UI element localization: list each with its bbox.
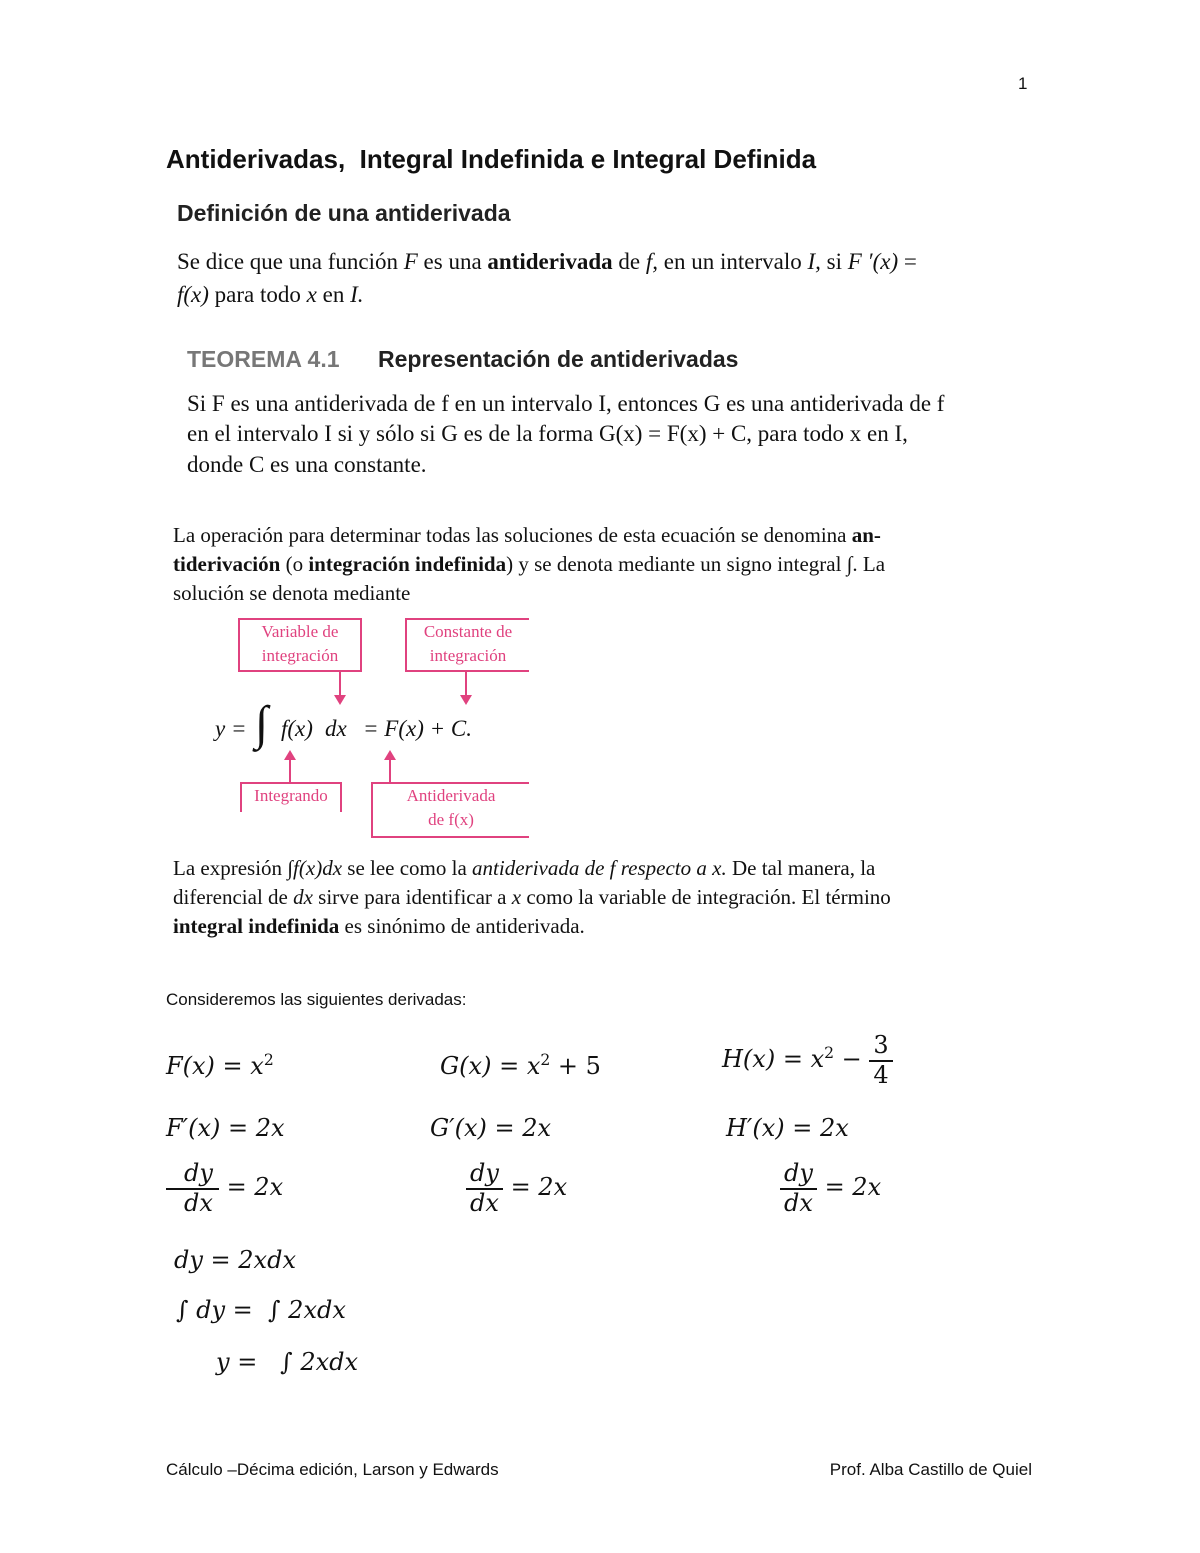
fn-lhs: F(x) = [166, 1052, 251, 1080]
box-text: Constante de [423, 622, 513, 641]
box-text: integración [261, 646, 339, 665]
step-y: y = ∫ 2xdx [216, 1348, 359, 1376]
integral-sign: ∫ [255, 697, 269, 750]
fn-lhs: H(x) = [722, 1045, 811, 1074]
dydx-F [166, 1160, 283, 1217]
box-variable-integracion [238, 618, 362, 672]
frac-num: dy [466, 1160, 503, 1190]
def-text: = [898, 249, 917, 274]
box-constante-integracion [405, 618, 529, 672]
theorem-line-1: Si F es una antiderivada de f en un intervalo I, entonces G es una antiderivada de f [187, 391, 945, 416]
fn-x: x [810, 1045, 825, 1074]
expr-text: se lee como la [342, 856, 473, 880]
expression-paragraph [173, 854, 1023, 941]
consider-text: Consideremos las siguientes derivadas: [166, 990, 467, 1009]
fn-x: x [250, 1052, 264, 1080]
def-Fprime: F ′(x) [847, 249, 899, 274]
theorem-heading: Representación de antiderivadas [378, 346, 739, 372]
box-text: Integrando [254, 786, 328, 805]
op-text: La operación para determinar todas las soluciones de esta ecuación se denomina [173, 523, 852, 547]
box-integrando [240, 782, 342, 812]
derivative-H: H′(x) = 2x [726, 1114, 849, 1142]
def-I: I, [807, 249, 821, 274]
theorem-label: TEOREMA 4.1 [187, 346, 340, 372]
eq-y: y = [215, 716, 247, 741]
op-bold: tiderivación [173, 552, 281, 576]
frac-den: 4 [873, 1060, 889, 1089]
box-text: Variable de [261, 622, 339, 641]
dydx-fraction [780, 1160, 817, 1217]
page-title: Antiderivadas, Integral Indefinida e Integral Definida [166, 144, 817, 174]
fn-lhs: G(x) = [440, 1052, 527, 1080]
derivative-G: G′(x) = 2x [430, 1114, 552, 1142]
arrow-constante [465, 670, 467, 703]
frac-num: dy [780, 1160, 817, 1190]
eq-rest: = F(x) + C. [363, 716, 472, 741]
op-text: solución se denota mediante [173, 581, 411, 605]
arrow-integrando [289, 752, 291, 782]
def-text: si [820, 249, 848, 274]
expr-bold: integral indefinida [173, 914, 340, 938]
box-antiderivada [371, 782, 529, 838]
dydx-fraction [466, 1160, 503, 1217]
page-number: 1 [1018, 74, 1028, 93]
expr-integral: ∫f(x)dx [287, 856, 343, 880]
def-antiderivada: antiderivada [487, 249, 613, 274]
frac-den: dx [184, 1188, 213, 1217]
dydx-G [466, 1160, 567, 1217]
eq-dx: dx [325, 716, 347, 741]
op-text: (o [280, 552, 309, 576]
box-text: Antiderivada [406, 786, 496, 805]
function-H [722, 1032, 893, 1089]
def-fx: f(x) [177, 282, 209, 307]
expr-text: De tal manera, la [726, 856, 876, 880]
fn-exp: 2 [263, 1051, 274, 1069]
def-text: Se dice que una función [177, 249, 404, 274]
expr-x: x [511, 885, 522, 909]
expr-text: La expresión [173, 856, 288, 880]
expr-text: como la variable de integración. El término [521, 885, 891, 909]
op-bold: integración indefinida [308, 552, 507, 576]
op-text: ) y se denota mediante un signo integral ∫. La [506, 552, 886, 576]
frac-num: dy [166, 1160, 219, 1190]
def-text: en un intervalo [658, 249, 808, 274]
def-F: F [403, 249, 418, 274]
frac-den: dx [784, 1188, 813, 1217]
def-text: en [316, 282, 351, 307]
fn-exp: 2 [540, 1051, 551, 1069]
theorem-line-2: en el intervalo I si y sólo si G es de la forma G(x) = F(x) + C, para todo x en I, [187, 421, 908, 446]
box-text: de f(x) [428, 810, 474, 829]
function-G [440, 1052, 601, 1080]
def-I: I. [350, 282, 364, 307]
step-integral: ∫ dy = ∫ 2xdx [176, 1296, 346, 1324]
expr-text: sirve para identificar a [312, 885, 512, 909]
operation-paragraph [173, 521, 1013, 608]
def-x: x [306, 282, 317, 307]
dydx-rhs: = 2x [824, 1173, 882, 1202]
expr-text: es sinónimo de antiderivada. [339, 914, 585, 938]
box-text: integración [429, 646, 507, 665]
arrow-variable [339, 670, 341, 703]
frac-den: dx [470, 1188, 499, 1217]
derivative-F: F′(x) = 2x [166, 1114, 285, 1142]
def-text: de [612, 249, 646, 274]
frac-num: 3 [869, 1032, 892, 1062]
theorem-line-3: donde C es una constante. [187, 452, 427, 477]
def-f: f, [645, 249, 659, 274]
eq-fx: f(x) [281, 716, 313, 741]
dydx-fraction [166, 1160, 219, 1217]
fn-exp: 2 [824, 1044, 835, 1063]
definition-text [177, 245, 1037, 311]
diagram-equation [215, 697, 535, 760]
expr-italic: antiderivada de f respecto a x. [472, 856, 727, 880]
dydx-H [780, 1160, 881, 1217]
definition-heading: Definición de una antiderivada [177, 200, 511, 226]
arrow-antiderivada [389, 752, 391, 782]
op-bold: an- [851, 523, 881, 547]
def-text: es una [417, 249, 488, 274]
fn-tail: + 5 [550, 1052, 601, 1080]
footer-right: Prof. Alba Castillo de Quiel [829, 1460, 1032, 1479]
expr-dx: dx [293, 885, 313, 909]
dydx-rhs: = 2x [510, 1173, 568, 1202]
fn-tail: − [834, 1045, 870, 1074]
dydx-rhs: = 2x [226, 1173, 284, 1202]
expr-text: diferencial de [173, 885, 294, 909]
function-F [166, 1052, 274, 1080]
def-text: para todo [208, 282, 307, 307]
step-dy: dy = 2xdx [174, 1246, 296, 1274]
three-quarters-fraction [869, 1032, 892, 1089]
fn-x: x [526, 1052, 541, 1080]
footer-left: Cálculo –Décima edición, Larson y Edwards [166, 1460, 499, 1479]
